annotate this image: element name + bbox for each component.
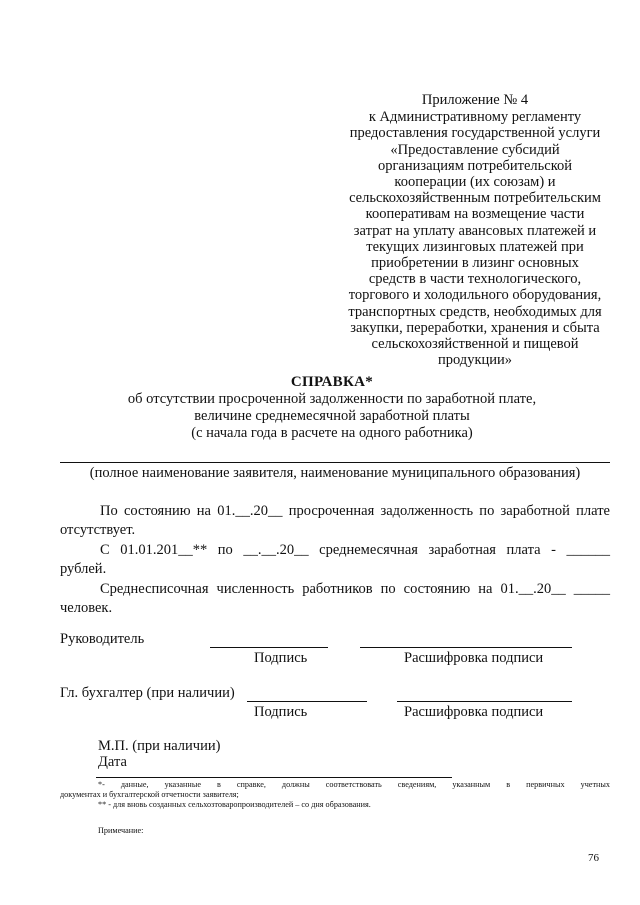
paragraph-headcount xyxy=(60,580,610,618)
footnote-rule xyxy=(96,777,452,778)
page-number: 76 xyxy=(588,852,599,864)
stamp-label: М.П. (при наличии) xyxy=(98,738,221,754)
accountant-label: Гл. бухгалтер (при наличии) xyxy=(60,685,235,701)
paragraph-line: По состоянию на 01.__.20__ просроченная задолженность по заработной плате xyxy=(100,503,610,519)
appendix-header xyxy=(310,92,640,368)
appendix-line: текущих лизинговых платежей при xyxy=(366,238,584,255)
title-subtitle-3: (с начала года в расчете на одного работника) xyxy=(191,425,473,441)
applicant-caption: (полное наименование заявителя, наименование муниципального образования) xyxy=(89,465,581,481)
head-decryption-line xyxy=(360,647,572,648)
title-subtitle-2: величине среднемесячной заработной платы xyxy=(194,408,470,424)
appendix-line: Приложение № 4 xyxy=(421,92,529,108)
head-signature-caption: Подпись xyxy=(254,650,308,666)
paragraph-salary xyxy=(60,541,610,579)
accountant-signature-caption: Подпись xyxy=(254,704,308,720)
paragraph-line: рублей. xyxy=(60,561,107,577)
accountant-decryption-line xyxy=(397,701,572,702)
footnote-1 xyxy=(60,780,610,810)
accountant-signature-line xyxy=(247,701,367,702)
paragraph-line: Среднесписочная численность работников по состоянию на 01.__.20__ _____ xyxy=(100,581,610,597)
appendix-line: предоставления государственной услуги xyxy=(349,125,601,142)
appendix-line: кооперативам на возмещение части xyxy=(365,206,585,223)
appendix-line: транспортных средств, необходимых для xyxy=(348,303,602,320)
appendix-line: сельскохозяйственной и пищевой xyxy=(371,336,579,353)
accountant-decryption-caption: Расшифровка подписи xyxy=(404,704,544,720)
head-decryption-caption: Расшифровка подписи xyxy=(404,650,544,666)
paragraph-line: человек. xyxy=(60,600,113,616)
appendix-line: «Предоставление субсидий xyxy=(390,141,560,158)
appendix-line: закупки, переработки, хранения и сбыта xyxy=(350,319,600,336)
footnote-line: документах и бухгалтерской отчетности заявителя; xyxy=(60,790,239,799)
date-label: Дата xyxy=(98,754,127,770)
appendix-line: затрат на уплату авансовых платежей и xyxy=(353,222,597,239)
head-signature-line xyxy=(210,647,328,648)
appendix-line: торгового и холодильного оборудования, xyxy=(348,287,602,304)
note-label: Примечание: xyxy=(98,826,144,835)
footnote-line: *- данные, указанные в справке, должны соответствовать сведениям, указанным в первичных учетных xyxy=(98,780,610,789)
appendix-line: продукции» xyxy=(437,352,513,369)
applicant-name-line xyxy=(60,462,610,463)
appendix-line: сельскохозяйственным потребительским xyxy=(349,190,601,207)
paragraph-line: отсутствует. xyxy=(60,522,136,538)
appendix-line: организациям потребительской xyxy=(377,157,573,174)
head-label: Руководитель xyxy=(60,631,145,647)
appendix-line: к Административному регламенту xyxy=(368,109,582,126)
title-main: СПРАВКА* xyxy=(290,374,374,390)
appendix-line: приобретении в лизинг основных xyxy=(371,255,579,272)
appendix-line: кооперации (их союзам) и xyxy=(394,174,556,191)
appendix-line: средств в части технологического, xyxy=(368,271,582,288)
document-title xyxy=(0,374,640,442)
paragraph-debt xyxy=(60,502,610,540)
paragraph-line: С 01.01.201__** по __.__.20__ среднемесячная заработная плата - ______ xyxy=(100,542,610,558)
footnote-2: ** - для вновь созданных сельхозтоваропроизводителей – со дня образования. xyxy=(98,800,371,809)
title-subtitle-1: об отсутствии просроченной задолженности по заработной плате, xyxy=(127,391,537,407)
